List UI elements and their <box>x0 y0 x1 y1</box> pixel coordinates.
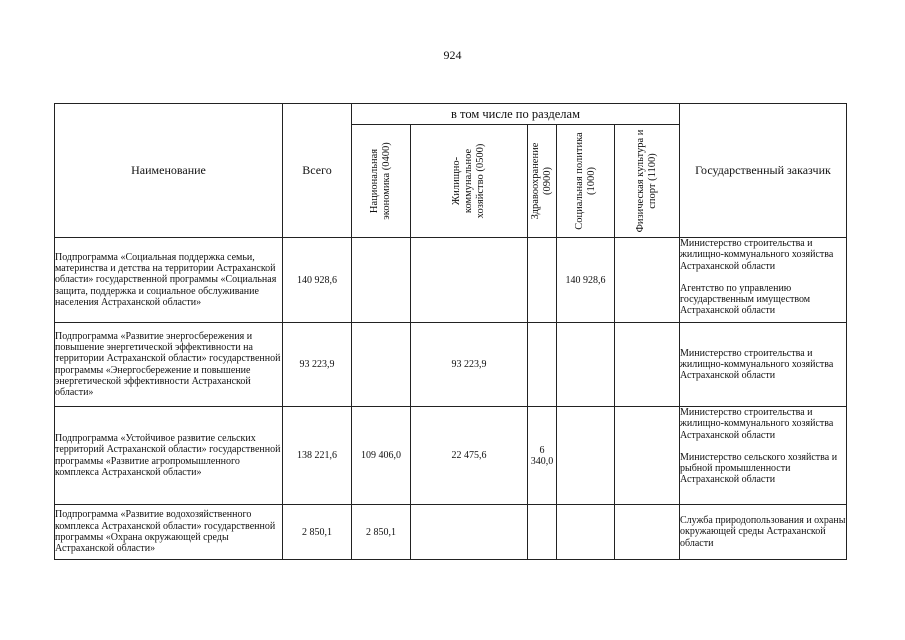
row-name: Подпрограмма «Развитие водохозяйственного комплекса Астраханской области» государственной программы «Охрана окружающей среды Астраханской области» <box>55 505 283 560</box>
row-name: Подпрограмма «Развитие энергосбережения и повышение энергетической эффективности на территории Астраханской области» государственной программы «Энергосбережение и повышение энергетической эффективности Астраханской области» <box>55 323 283 407</box>
row-value-0500: 22 475,6 <box>411 407 528 505</box>
row-name: Подпрограмма «Устойчивое развитие сельских территорий Астраханской области» государственной программы «Развитие агропромышленного комплекса Астраханской области» <box>55 407 283 505</box>
row-value-1100 <box>615 238 680 323</box>
row-customer <box>680 505 847 560</box>
row-total: 93 223,9 <box>283 323 352 407</box>
row-value-0400 <box>352 323 411 407</box>
header-section-cell <box>528 125 557 238</box>
table-row <box>55 238 847 323</box>
row-total: 2 850,1 <box>283 505 352 560</box>
header-section-1100: Физическая культура и спорт (1100) <box>635 129 658 233</box>
row-value-0900 <box>528 238 557 323</box>
customer-name: Министерство строительства и жилищно-коммунального хозяйства Астраханской области <box>680 407 834 441</box>
row-value-1100 <box>615 323 680 407</box>
row-value-0400: 109 406,0 <box>352 407 411 505</box>
row-value-1100 <box>615 407 680 505</box>
header-section-cell <box>352 125 411 238</box>
row-value-0900 <box>528 323 557 407</box>
header-section-0900: Здравоохранение (0900) <box>530 142 553 220</box>
row-value-0900 <box>528 505 557 560</box>
header-section-cell <box>615 125 680 238</box>
row-total: 138 221,6 <box>283 407 352 505</box>
row-value-1000 <box>557 505 615 560</box>
budget-table <box>54 103 847 560</box>
page-number: 924 <box>443 48 462 62</box>
row-total: 140 928,6 <box>283 238 352 323</box>
table-row <box>55 407 847 505</box>
row-customer <box>680 323 847 407</box>
row-value-0900: 6 340,0 <box>528 407 557 505</box>
row-value-1000: 140 928,6 <box>557 238 615 323</box>
header-sections-group: в том числе по разделам <box>352 104 680 125</box>
row-value-0400 <box>352 238 411 323</box>
header-section-0500: Жилищно-коммунальное хозяйство (0500) <box>451 143 486 219</box>
header-section-cell <box>411 125 528 238</box>
row-value-0400: 2 850,1 <box>352 505 411 560</box>
header-section-cell <box>557 125 615 238</box>
row-value-1000 <box>557 323 615 407</box>
customer-name: Агентство по управлению государственным имуществом Астраханской области <box>680 282 811 317</box>
row-value-0500 <box>411 505 528 560</box>
row-value-1000 <box>557 407 615 505</box>
header-name: Наименование <box>55 104 283 238</box>
header-section-1000: Социальная политика (1000) <box>573 132 597 230</box>
row-customer <box>680 238 847 323</box>
row-value-0500 <box>411 238 528 323</box>
header-total: Всего <box>283 104 352 238</box>
row-value-1100 <box>615 505 680 560</box>
customer-name: Министерство сельского хозяйства и рыбной промышленности Астраханской области <box>680 451 838 486</box>
header-section-0400: Национальная экономика (0400) <box>369 142 392 220</box>
row-name: Подпрограмма «Социальная поддержка семьи, материнства и детства на территории Астраханской области» государственной программы «Социальная защита, поддержка и социальное обслуживание населения Астраханской области» <box>55 238 283 323</box>
customer-name: Министерство строительства и жилищно-коммунального хозяйства Астраханской области <box>680 347 834 382</box>
customer-name: Министерство строительства и жилищно-коммунального хозяйства Астраханской области <box>680 238 834 272</box>
header-customer: Государственный заказчик <box>680 104 847 238</box>
customer-name: Служба природопользования и охраны окружающей среды Астраханской области <box>680 515 846 549</box>
table-row <box>55 505 847 560</box>
table-row <box>55 323 847 407</box>
row-value-0500: 93 223,9 <box>411 323 528 407</box>
row-customer <box>680 407 847 505</box>
